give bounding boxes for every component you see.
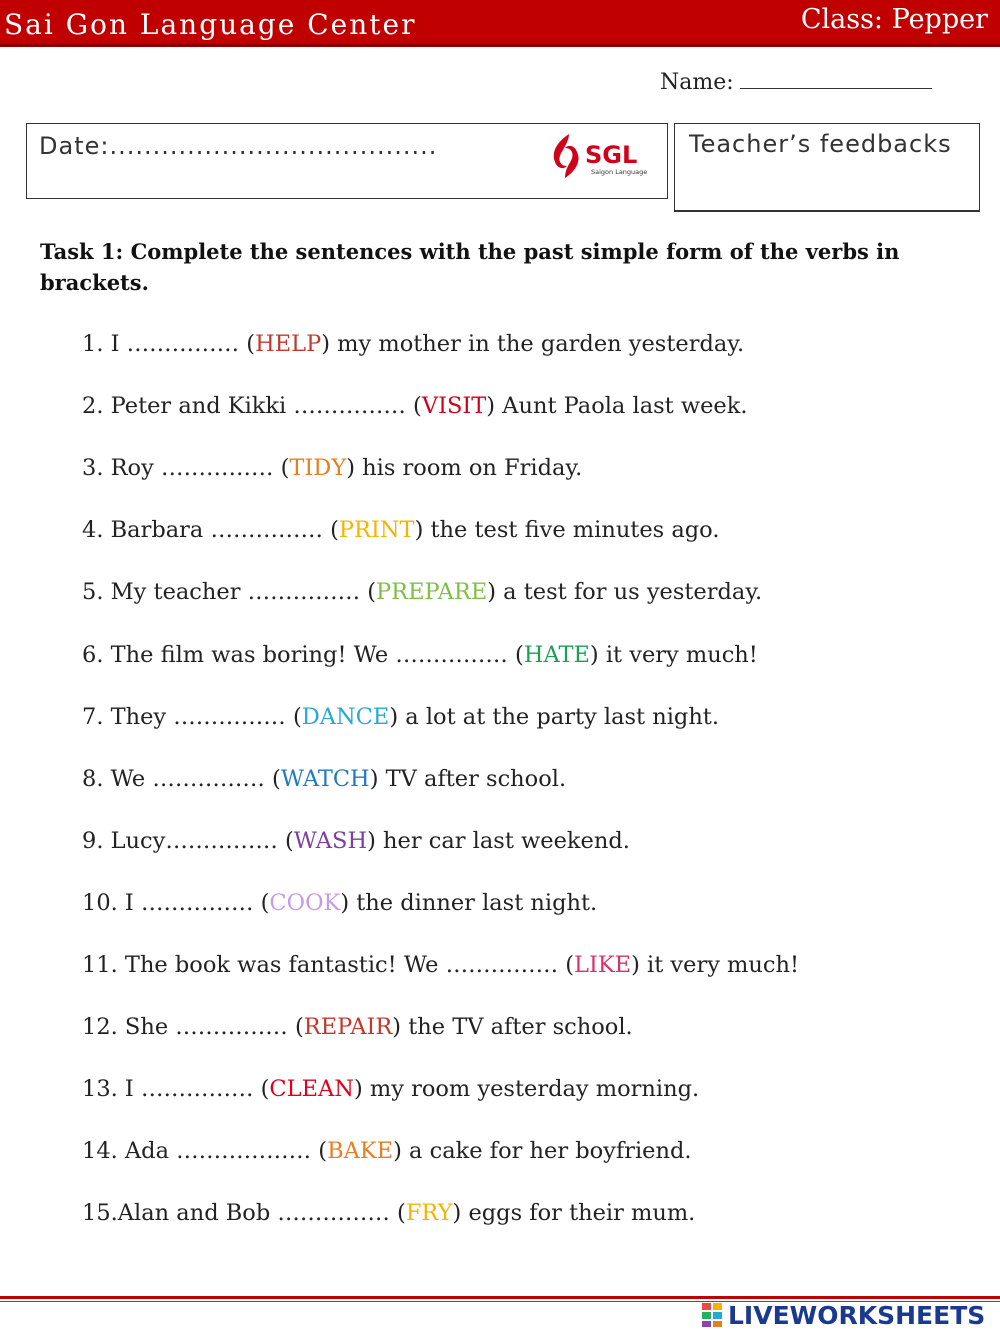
question-verb: VISIT: [421, 393, 487, 420]
question-item: [82, 517, 719, 543]
liveworksheets-brand: LIVEWORKSHEETS: [728, 1301, 986, 1330]
question-item: [82, 766, 566, 792]
question-item: [82, 1014, 633, 1040]
question-verb: WATCH: [280, 765, 370, 792]
question-text-before: 11. The book was fantastic! We …………… (: [82, 952, 575, 978]
question-text-after: ) the test five minutes ago.: [414, 517, 720, 544]
sgl-logo: [547, 130, 657, 184]
class-label: Class: Pepper: [800, 4, 988, 35]
liveworksheets-logo: [700, 1302, 996, 1330]
question-text-before: 7. They …………… (: [82, 703, 302, 730]
question-item: [82, 393, 748, 419]
date-box: [26, 123, 668, 199]
sgl-logo-sub: Saigon Language: [591, 168, 648, 176]
question-text-after: ) his room on Friday.: [346, 455, 583, 482]
question-item: [82, 455, 582, 481]
question-text-before: 10. I …………… (: [82, 889, 270, 916]
question-verb: TIDY: [289, 455, 347, 482]
center-name: Sai Gon Language Center: [4, 8, 417, 41]
question-text-after: ) it very much!: [631, 952, 800, 978]
question-item: [82, 890, 597, 916]
question-item: [82, 642, 758, 668]
task-title: Task 1: Complete the sentences with the past simple form of the verbs in brackets.: [40, 239, 900, 295]
name-label: Name:: [660, 70, 734, 95]
question-item: [82, 1076, 699, 1102]
question-text-before: 1. I …………… (: [82, 331, 256, 357]
sgl-logo-text: SGL: [585, 141, 638, 169]
question-text-before: 5. My teacher …………… (: [82, 579, 377, 606]
name-blank[interactable]: [740, 68, 932, 89]
question-text-before: 12. She …………… (: [82, 1014, 304, 1041]
question-verb: PRINT: [338, 517, 415, 544]
question-verb: PREPARE: [376, 579, 488, 606]
question-text-after: ) my room yesterday morning.: [353, 1076, 700, 1103]
question-item: [82, 704, 719, 730]
liveworksheets-logo-icon: [700, 1302, 724, 1328]
question-verb: WASH: [293, 827, 368, 854]
header-bar: [0, 0, 1000, 47]
question-text-before: 8. We …………… (: [82, 765, 281, 792]
question-text-before: 2. Peter and Kikki …………… (: [82, 393, 422, 420]
question-verb: HELP: [255, 331, 322, 357]
question-text-before: 3. Roy …………… (: [82, 455, 290, 482]
question-text-before: 14. Ada ……………… (: [82, 1138, 328, 1165]
question-verb: FRY: [405, 1200, 453, 1227]
question-verb: REPAIR: [303, 1014, 393, 1041]
name-field: [660, 68, 932, 95]
question-verb: LIKE: [574, 952, 632, 978]
question-verb: BAKE: [327, 1138, 394, 1165]
teacher-feedback-label: Teacher’s feedbacks: [689, 130, 952, 158]
question-verb: HATE: [523, 641, 590, 668]
question-text-before: 9. Lucy…………… (: [82, 827, 294, 854]
question-item: [82, 952, 799, 978]
teacher-feedback-box: [674, 123, 980, 212]
question-text-before: 15.Alan and Bob …………… (: [82, 1200, 406, 1227]
question-item: [82, 828, 630, 854]
question-verb: DANCE: [301, 703, 390, 730]
question-text-after: ) Aunt Paola last week.: [486, 393, 748, 420]
question-text-before: 6. The film was boring! We …………… (: [82, 641, 524, 668]
footer-divider: [0, 1296, 1000, 1299]
question-text-after: ) the TV after school.: [392, 1014, 633, 1041]
question-text-after: ) a cake for her boyfriend.: [393, 1138, 692, 1165]
question-text-after: ) my mother in the garden yesterday.: [321, 331, 745, 357]
question-item: [82, 1138, 692, 1164]
question-text-after: ) her car last weekend.: [367, 827, 630, 854]
question-verb: COOK: [269, 889, 341, 916]
question-text-after: ) eggs for their mum.: [452, 1200, 696, 1227]
question-text-after: ) it very much!: [589, 641, 758, 668]
question-item: [82, 1200, 695, 1226]
question-text-before: 4. Barbara …………… (: [82, 517, 339, 544]
question-text-before: 13. I …………… (: [82, 1076, 270, 1103]
date-label: Date:......................................: [39, 132, 438, 160]
question-text-after: ) the dinner last night.: [340, 889, 598, 916]
question-item: [82, 579, 762, 605]
question-item: [82, 331, 744, 357]
question-text-after: ) a lot at the party last night.: [389, 703, 720, 730]
question-verb: CLEAN: [269, 1076, 354, 1103]
question-text-after: ) a test for us yesterday.: [487, 579, 763, 606]
question-text-after: ) TV after school.: [369, 765, 567, 792]
